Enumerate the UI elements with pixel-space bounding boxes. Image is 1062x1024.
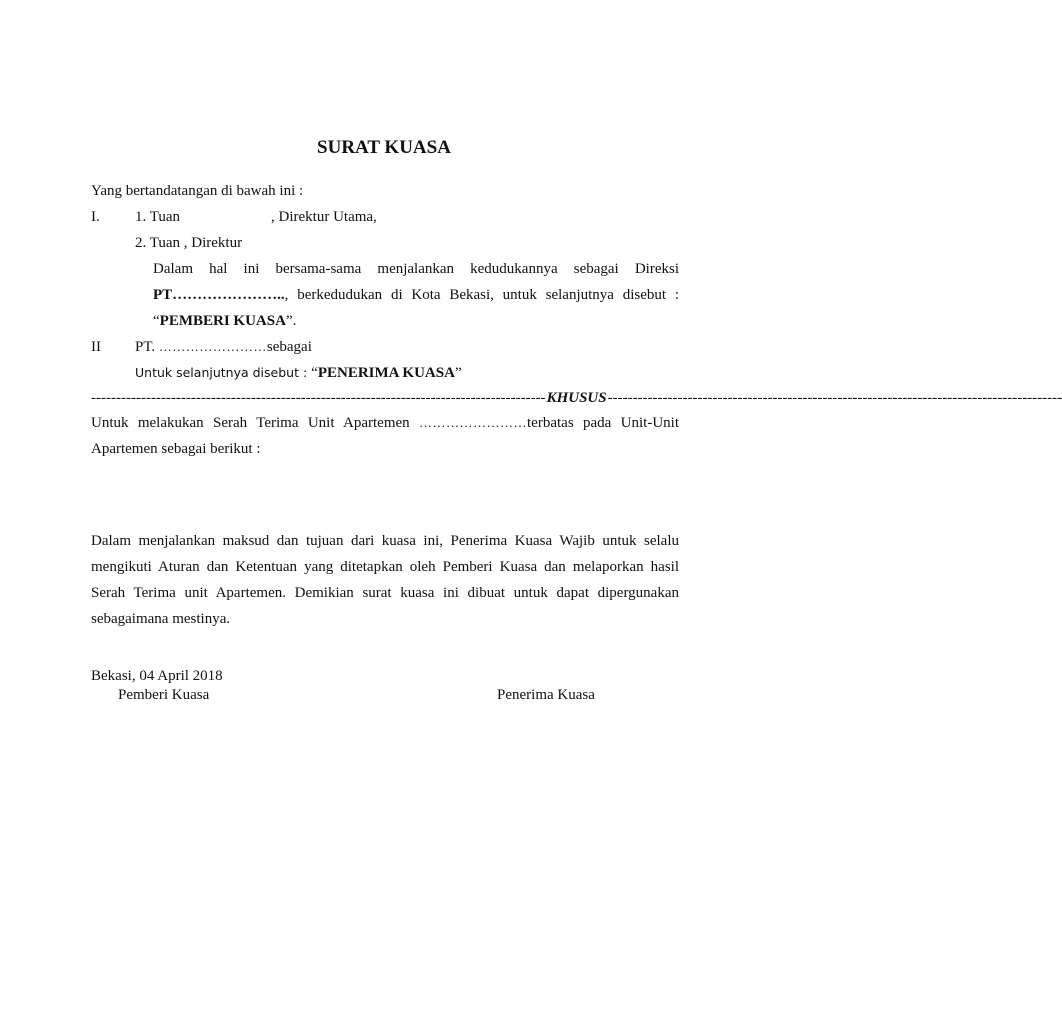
party2-pt-dots: …………………… bbox=[158, 339, 267, 354]
signature-pemberi-kuasa: Pemberi Kuasa bbox=[118, 687, 210, 703]
party1-item1-suffix: , Direktur Utama, bbox=[271, 209, 377, 225]
penerima-kuasa-label: PENERIMA KUASA bbox=[317, 365, 455, 381]
purpose-suffix: terbatas pada Unit-Unit bbox=[527, 415, 679, 431]
quote-close: ” bbox=[454, 365, 462, 381]
purpose-dots: …………………… bbox=[419, 415, 528, 430]
quote-close: ”. bbox=[285, 313, 297, 329]
place-date: Bekasi, 04 April 2018 bbox=[91, 668, 223, 684]
party1-desc-line2 bbox=[153, 286, 679, 304]
document-title: SURAT KUASA bbox=[317, 137, 451, 158]
intro-text: Yang bertandatangan di bawah ini : bbox=[91, 183, 304, 199]
party1-pemberi-line bbox=[153, 312, 296, 330]
pemberi-kuasa-label: PEMBERI KUASA bbox=[159, 313, 286, 329]
party1-item1: 1. Tuan bbox=[135, 209, 181, 225]
signature-penerima-kuasa: Penerima Kuasa bbox=[497, 687, 595, 703]
party2-pt-line bbox=[135, 338, 312, 356]
quote-open: “ bbox=[311, 365, 318, 381]
divider-dashes-left: ------------------------------------------------------------------------------------------- bbox=[91, 390, 546, 406]
party1-item2: 2. Tuan , Direktur bbox=[135, 235, 243, 251]
party2-line2-prefix: Untuk selanjutnya disebut : bbox=[135, 365, 312, 380]
party2-penerima-line bbox=[135, 364, 462, 382]
purpose-line1 bbox=[91, 414, 679, 432]
closing-paragraph: Dalam menjalankan maksud dan tujuan dari kuasa ini, Penerima Kuasa Wajib untuk selalu mengikuti Aturan dan Ketentuan yang ditetapkan oleh Pemberi Kuasa dan melaporkan hasil Serah Terima unit Apartemen. Demikian surat kuasa ini dibuat untuk dapat dipergunakan sebagaimana mestinya. bbox=[91, 533, 679, 627]
party1-numeral: I. bbox=[91, 209, 100, 225]
divider-dashes-right: ------------------------------------------------------------------------------------------- bbox=[607, 390, 1062, 406]
party2-pt: PT. bbox=[135, 339, 156, 355]
party2-numeral: II bbox=[91, 339, 101, 355]
quote-open: “ bbox=[153, 313, 160, 329]
purpose-prefix: Untuk melakukan Serah Terima Unit Apartemen bbox=[91, 415, 410, 431]
khusus-label: KHUSUS bbox=[546, 390, 607, 406]
party1-pt-name: PT………………….. bbox=[153, 287, 285, 303]
khusus-divider bbox=[91, 388, 1062, 408]
party1-desc-line1: Dalam hal ini bersama-sama menjalankan kedudukannya sebagai Direksi bbox=[153, 261, 679, 277]
purpose-line2: Apartemen sebagai berikut : bbox=[91, 441, 261, 457]
party1-desc-rest: , berkedudukan di Kota Bekasi, untuk selanjutnya disebut : bbox=[284, 287, 679, 303]
party2-pt-suffix: sebagai bbox=[266, 339, 312, 355]
